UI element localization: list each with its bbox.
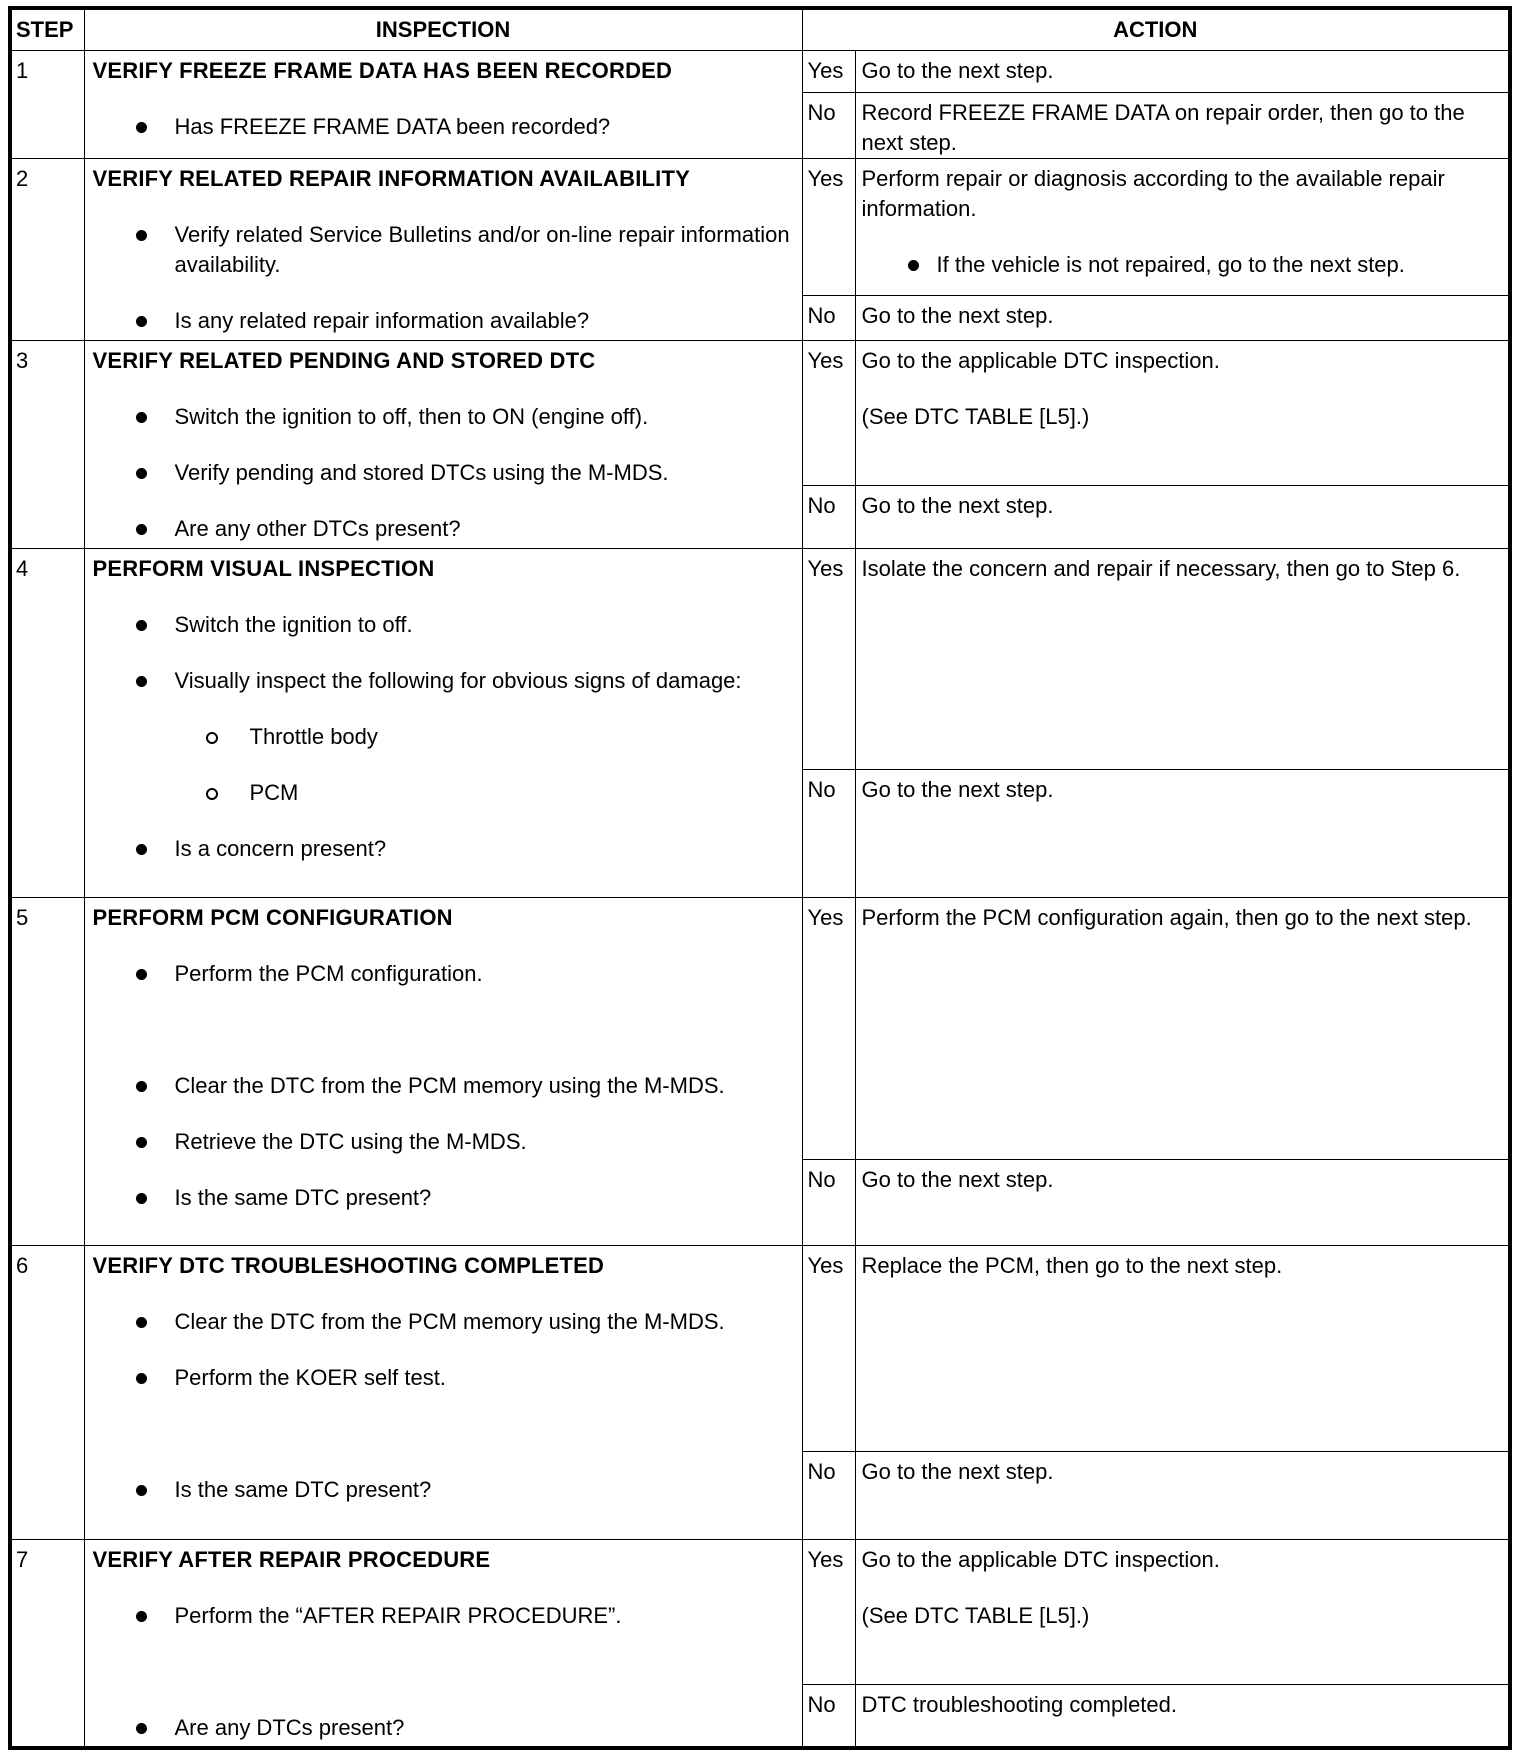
inspection-item	[93, 1363, 794, 1393]
yes-label: Yes	[802, 1540, 855, 1685]
header-action: ACTION	[802, 8, 1510, 51]
action-[object Object]-text	[855, 159, 1510, 296]
inspection-item-text: Perform the “AFTER REPAIR PROCEDURE”.	[174, 1603, 622, 1628]
filled-bullet-icon	[136, 1081, 147, 1092]
hollow-bullet-icon	[206, 732, 218, 744]
inspection-cell	[84, 341, 802, 549]
action-paragraph: DTC troubleshooting completed.	[861, 1692, 1177, 1717]
step-row-yes	[10, 549, 1510, 770]
step-row-yes	[10, 159, 1510, 296]
inspection-item	[93, 959, 794, 989]
step-row-yes	[10, 1540, 1510, 1685]
no-label: No	[802, 1452, 855, 1540]
filled-bullet-icon	[136, 1317, 147, 1328]
step-row-yes	[10, 1246, 1510, 1452]
header-inspection: INSPECTION	[84, 8, 802, 51]
inspection-item-text: Clear the DTC from the PCM memory using the M-MDS.	[174, 1309, 725, 1334]
step-number: 2	[10, 159, 84, 341]
inspection-item-text: Clear the DTC from the PCM memory using the M-MDS.	[174, 1073, 725, 1098]
inspection-item	[93, 112, 794, 142]
filled-bullet-icon	[136, 1611, 147, 1622]
step-number: 1	[10, 51, 84, 159]
inspection-item	[93, 1127, 794, 1157]
action-paragraph: Replace the PCM, then go to the next step.	[861, 1253, 1283, 1278]
inspection-item	[93, 610, 794, 640]
action-paragraph: Perform the PCM configuration again, then go to the next step.	[861, 905, 1472, 930]
inspection-cell	[84, 1246, 802, 1540]
inspection-item-text: PCM	[249, 780, 299, 805]
step-row-yes	[10, 51, 1510, 93]
inspection-item	[93, 1713, 794, 1743]
filled-bullet-icon	[136, 1373, 147, 1384]
action-paragraph: (See DTC TABLE [L5].)	[861, 404, 1090, 429]
action-paragraph: Isolate the concern and repair if necessary, then go to Step 6.	[861, 556, 1461, 581]
inspection-title: VERIFY RELATED REPAIR INFORMATION AVAILABILITY	[92, 166, 690, 191]
inspection-title: PERFORM PCM CONFIGURATION	[92, 905, 453, 930]
inspection-title: VERIFY AFTER REPAIR PROCEDURE	[92, 1547, 491, 1572]
inspection-item-text: Switch the ignition to off, then to ON (engine off).	[174, 404, 649, 429]
hollow-bullet-icon	[206, 788, 218, 800]
action-paragraph: Go to the next step.	[861, 58, 1054, 83]
action-paragraph: Go to the applicable DTC inspection.	[861, 1547, 1220, 1572]
header-step: STEP	[10, 8, 84, 51]
inspection-item	[93, 666, 794, 696]
action-bullet-text: If the vehicle is not repaired, go to the next step.	[936, 252, 1405, 277]
action-bullet-item	[862, 250, 1501, 280]
inspection-item-text: Verify related Service Bulletins and/or on-line repair information availability.	[174, 222, 790, 277]
action-paragraph: Go to the next step.	[861, 303, 1054, 328]
action-paragraph: Go to the applicable DTC inspection.	[861, 348, 1220, 373]
inspection-cell	[84, 1540, 802, 1748]
filled-bullet-icon	[136, 969, 147, 980]
inspection-item	[93, 1183, 794, 1213]
inspection-item-text: Retrieve the DTC using the M-MDS.	[174, 1129, 527, 1154]
action-paragraph: Go to the next step.	[861, 1459, 1054, 1484]
filled-bullet-icon	[136, 468, 147, 479]
inspection-item-text: Throttle body	[249, 724, 378, 749]
action-[object Object]-text	[855, 1685, 1510, 1748]
action-paragraph: Go to the next step.	[861, 493, 1054, 518]
inspection-item	[93, 220, 794, 280]
filled-bullet-icon	[136, 230, 147, 241]
no-label: No	[802, 296, 855, 341]
action-paragraph: Record FREEZE FRAME DATA on repair order, then go to the next step.	[861, 100, 1465, 155]
filled-bullet-icon	[136, 1137, 147, 1148]
no-label: No	[802, 1685, 855, 1748]
step-number: 6	[10, 1246, 84, 1540]
inspection-item-text: Are any DTCs present?	[174, 1715, 405, 1740]
no-label: No	[802, 1160, 855, 1246]
step-row-yes	[10, 341, 1510, 486]
inspection-title: PERFORM VISUAL INSPECTION	[92, 556, 435, 581]
action-[object Object]-text	[855, 770, 1510, 898]
inspection-item	[93, 514, 794, 544]
action-paragraph: Go to the next step.	[861, 777, 1054, 802]
action-paragraph: (See DTC TABLE [L5].)	[861, 1603, 1090, 1628]
inspection-item-text: Is any related repair information available?	[174, 308, 590, 333]
no-label: No	[802, 93, 855, 159]
inspection-item-text: Is the same DTC present?	[174, 1185, 432, 1210]
action-[object Object]-text	[855, 93, 1510, 159]
filled-bullet-icon	[136, 1193, 147, 1204]
action-[object Object]-text	[855, 898, 1510, 1160]
inspection-item-text: Are any other DTCs present?	[174, 516, 461, 541]
action-[object Object]-text	[855, 549, 1510, 770]
action-[object Object]-text	[855, 1452, 1510, 1540]
filled-bullet-icon	[136, 122, 147, 133]
troubleshooting-table	[8, 6, 1512, 1750]
filled-bullet-icon	[136, 1485, 147, 1496]
filled-bullet-icon	[136, 412, 147, 423]
inspection-item-text: Switch the ignition to off.	[174, 612, 413, 637]
filled-bullet-icon	[136, 524, 147, 535]
action-[object Object]-text	[855, 341, 1510, 486]
step-row-yes	[10, 898, 1510, 1160]
inspection-item	[93, 458, 794, 488]
yes-label: Yes	[802, 51, 855, 93]
inspection-title: VERIFY DTC TROUBLESHOOTING COMPLETED	[92, 1253, 605, 1278]
filled-bullet-icon	[136, 620, 147, 631]
yes-label: Yes	[802, 549, 855, 770]
action-[object Object]-text	[855, 1246, 1510, 1452]
action-[object Object]-text	[855, 296, 1510, 341]
bullet-icon	[908, 260, 919, 271]
inspection-cell	[84, 898, 802, 1246]
inspection-item-text: Verify pending and stored DTCs using the M-MDS.	[174, 460, 669, 485]
yes-label: Yes	[802, 159, 855, 296]
inspection-title: VERIFY RELATED PENDING AND STORED DTC	[92, 348, 596, 373]
inspection-item-text: Is the same DTC present?	[174, 1477, 432, 1502]
inspection-item	[93, 1307, 794, 1337]
inspection-title: VERIFY FREEZE FRAME DATA HAS BEEN RECORDED	[92, 58, 673, 83]
yes-label: Yes	[802, 898, 855, 1160]
action-[object Object]-text	[855, 1160, 1510, 1246]
step-number: 5	[10, 898, 84, 1246]
filled-bullet-icon	[136, 676, 147, 687]
step-number: 3	[10, 341, 84, 549]
inspection-item	[93, 834, 794, 864]
action-paragraph: Perform repair or diagnosis according to the available repair information.	[861, 166, 1445, 221]
inspection-item	[93, 1601, 794, 1631]
inspection-item	[93, 306, 794, 336]
inspection-cell	[84, 51, 802, 159]
filled-bullet-icon	[136, 844, 147, 855]
inspection-item-text: Is a concern present?	[174, 836, 387, 861]
action-paragraph: Go to the next step.	[861, 1167, 1054, 1192]
no-label: No	[802, 770, 855, 898]
inspection-item	[93, 1071, 794, 1101]
inspection-item-text: Perform the PCM configuration.	[174, 961, 483, 986]
inspection-cell	[84, 159, 802, 341]
inspection-item	[93, 1475, 794, 1505]
filled-bullet-icon	[136, 316, 147, 327]
step-number: 4	[10, 549, 84, 898]
no-label: No	[802, 486, 855, 549]
inspection-item	[93, 778, 794, 808]
inspection-cell	[84, 549, 802, 898]
header-row	[10, 8, 1510, 51]
inspection-item	[93, 402, 794, 432]
action-[object Object]-text	[855, 486, 1510, 549]
action-[object Object]-text	[855, 1540, 1510, 1685]
yes-label: Yes	[802, 1246, 855, 1452]
inspection-item	[93, 722, 794, 752]
yes-label: Yes	[802, 341, 855, 486]
filled-bullet-icon	[136, 1723, 147, 1734]
inspection-item-text: Visually inspect the following for obvious signs of damage:	[174, 668, 742, 693]
inspection-item-text: Perform the KOER self test.	[174, 1365, 446, 1390]
action-[object Object]-text	[855, 51, 1510, 93]
step-number: 7	[10, 1540, 84, 1748]
inspection-item-text: Has FREEZE FRAME DATA been recorded?	[174, 114, 611, 139]
